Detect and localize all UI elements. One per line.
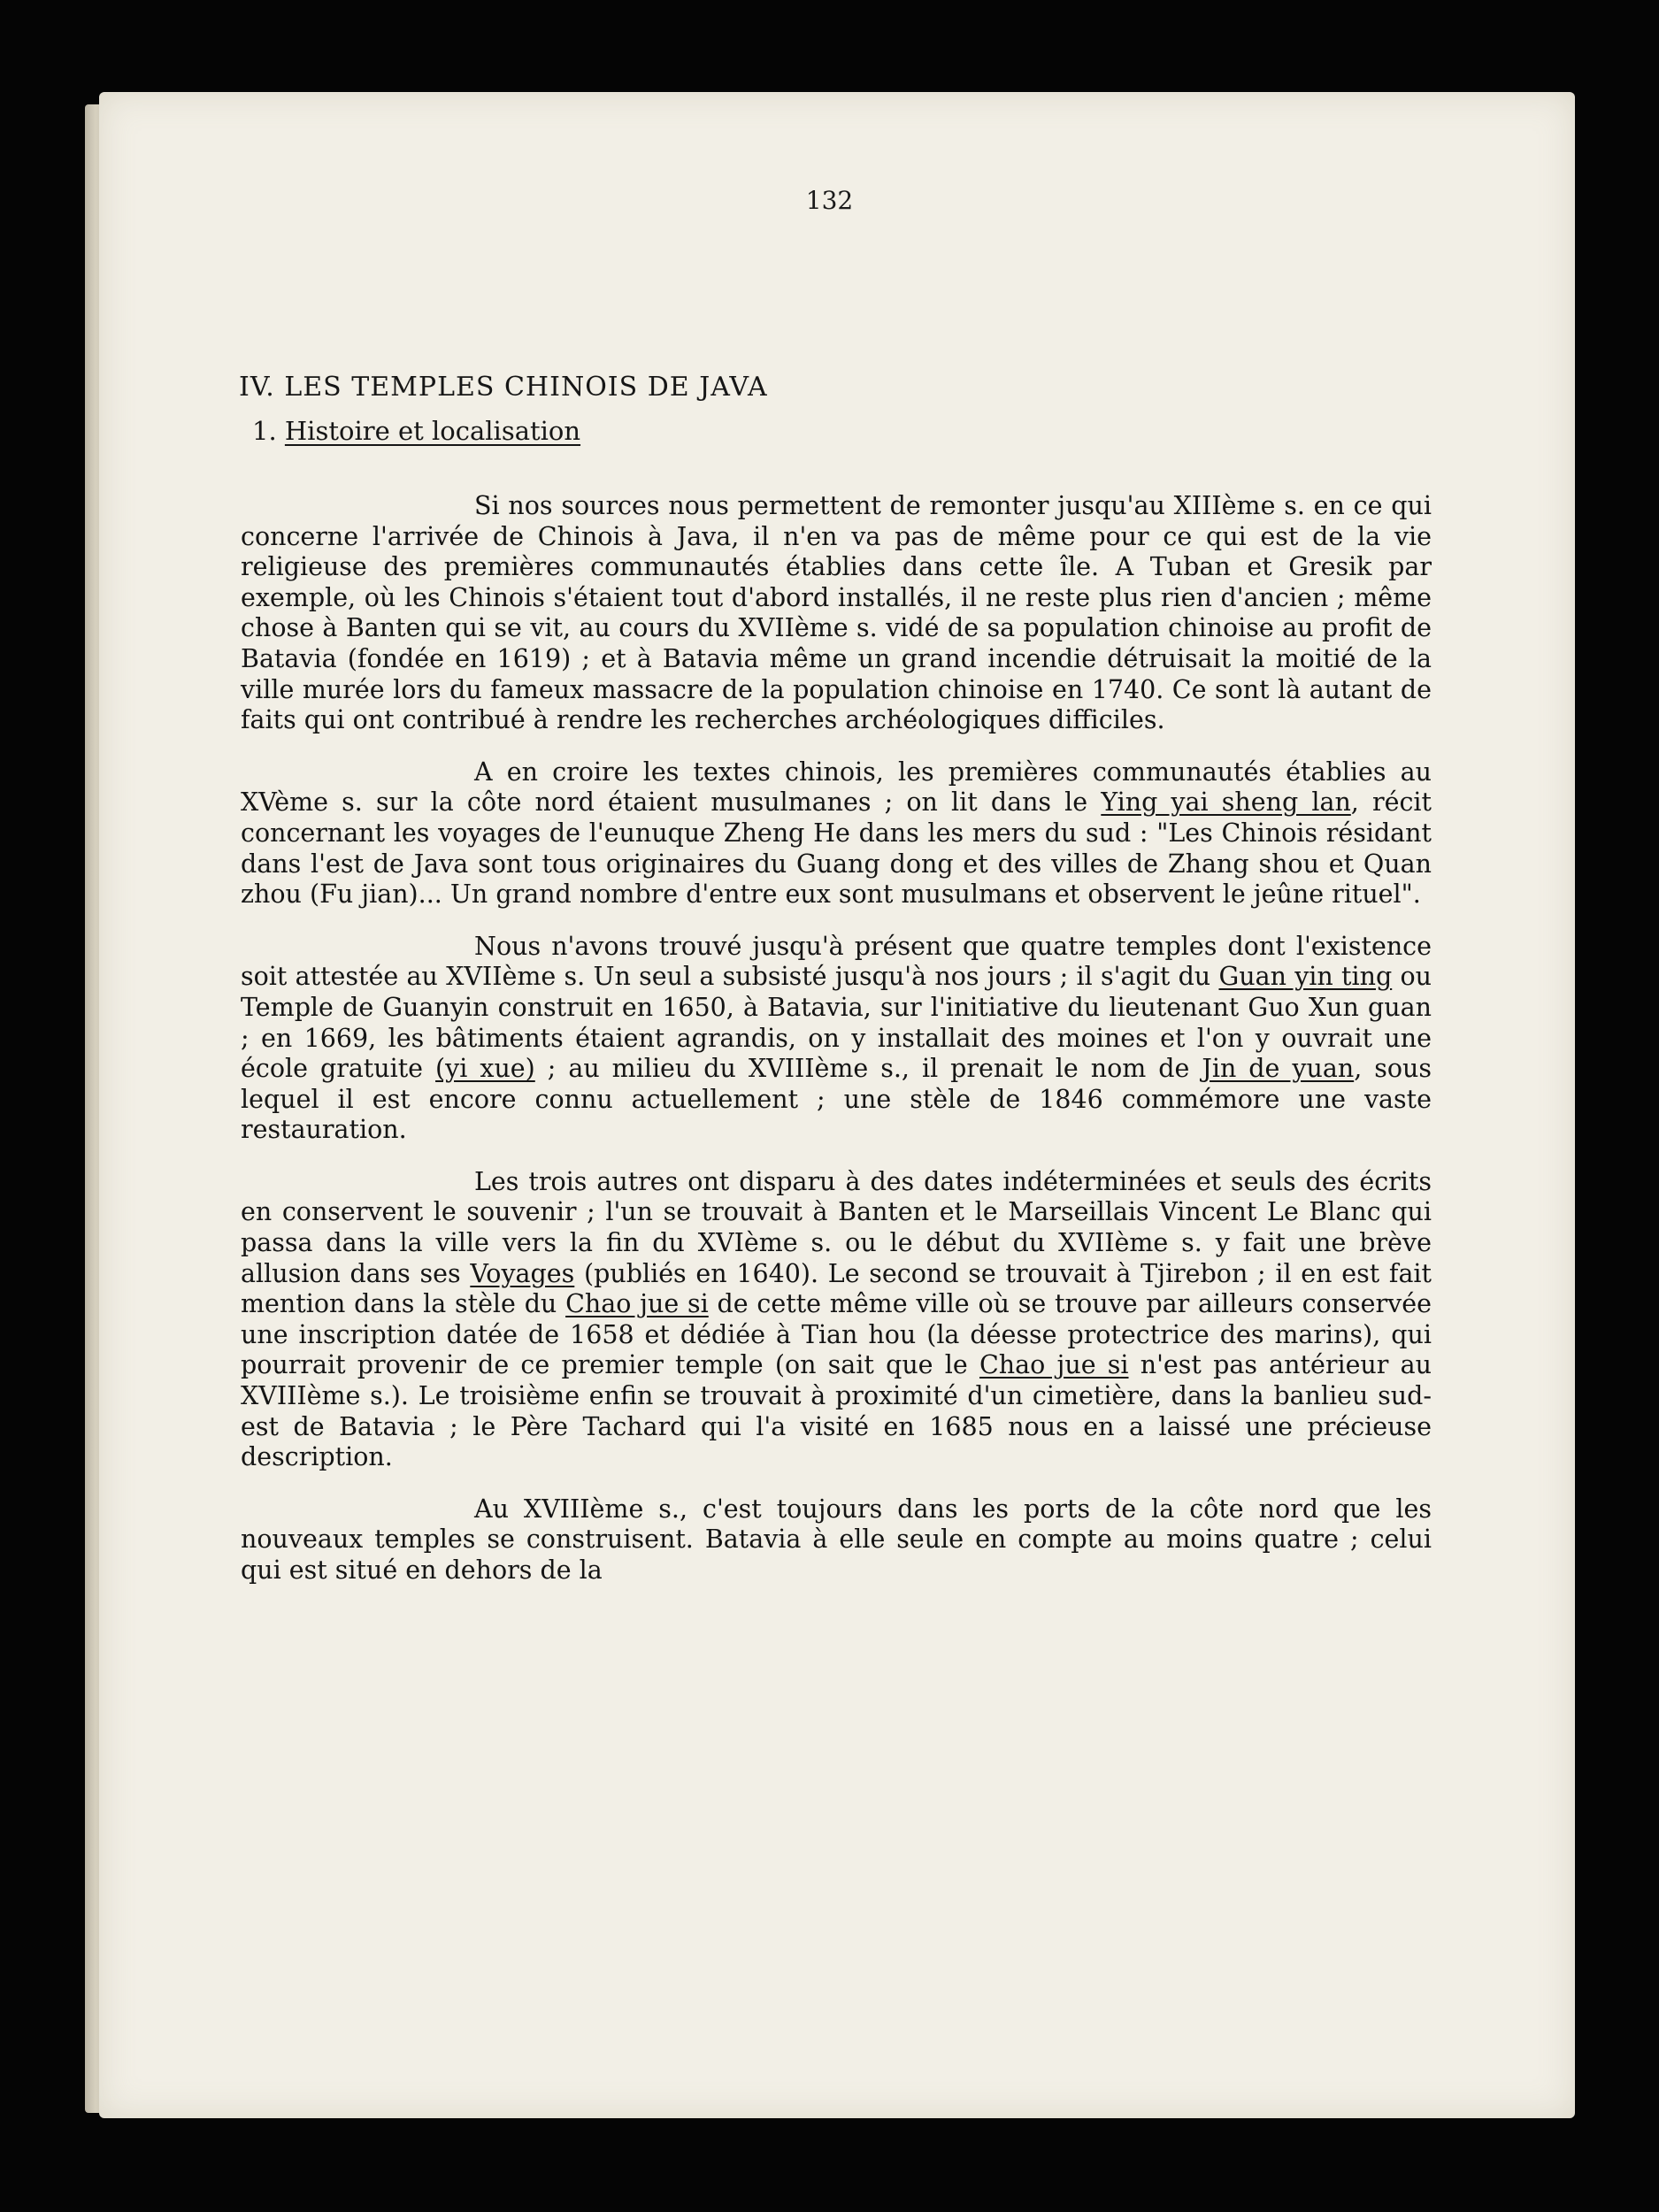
page-number: 132 xyxy=(805,186,854,215)
underlined-title: Voyages xyxy=(470,1258,575,1288)
underlined-title: Chao jue si xyxy=(565,1289,709,1319)
underlined-title: Jin de yuan xyxy=(1202,1054,1355,1084)
text-run: de cette même ville où se trouve par ailleurs conservée une inscription datée de 1658 et dédiée à Tian hou (la déesse protectrice des marins), qui pourrait provenir de ce premier temple (on sait que le xyxy=(241,1289,1432,1380)
text-run: , sous lequel il est encore connu actuellement ; une stèle de 1846 commémore une vaste restauration. xyxy=(241,1054,1432,1145)
body-text xyxy=(241,491,1432,1586)
underlined-title: Chao jue si xyxy=(979,1350,1129,1380)
paragraph xyxy=(241,757,1432,910)
paragraph xyxy=(241,491,1432,736)
text-run: , récit concernant les voyages de l'eunuque Zheng He dans les mers du sud : "Les Chinois résidant dans l'est de Java sont tous originaires du Guang dong et des villes de Zhang shou et Quan zhou (Fu jian)... Un grand nombre d'entre eux sont musulmans et observent le jeûne rituel". xyxy=(241,787,1432,910)
text-run: ou Temple de Guanyin construit en 1650, à Batavia, sur l'initiative du lieutenant Guo Xun guan ; en 1669, les bâtiments étaient agrandis, on y installait des moines et l'on y ouvrait une école gratuite xyxy=(241,962,1432,1084)
text-run: A en croire les textes chinois, les premières communautés établies au XVème s. sur la côte nord étaient musulmanes ; on lit dans le xyxy=(241,757,1432,818)
text-run: Nous n'avons trouvé jusqu'à présent que quatre temples dont l'existence soit attestée au XVIIème s. Un seul a subsisté jusqu'à nos jours ; il s'agit du xyxy=(241,931,1432,992)
text-run: Au XVIIIème s., c'est toujours dans les ports de la côte nord que les nouveaux temples se construisent. Batavia à elle seule en compte au moins quatre ; celui qui est situé en dehors de la xyxy=(241,1494,1432,1585)
text-run: Les trois autres ont disparu à des dates indéterminées et seuls des écrits en conservent le souvenir ; l'un se trouvait à Banten et le Marseillais Vincent Le Blanc qui passa dans la ville vers la fin du XVIème s. ou le début du XVIIème s. y fait une brève allusion dans ses xyxy=(241,1166,1432,1288)
paragraph xyxy=(241,932,1432,1146)
section-heading: IV. LES TEMPLES CHINOIS DE JAVA xyxy=(239,372,768,403)
text-run: (publiés en 1640). Le second se trouvait à Tjirebon ; il en est fait mention dans la stèle du xyxy=(241,1258,1432,1319)
paragraph xyxy=(241,1494,1432,1586)
subsection-title: Histoire et localisation xyxy=(284,416,581,446)
paragraph xyxy=(241,1167,1432,1473)
text-run: n'est pas antérieur au XVIIIème s.). Le troisième enfin se trouvait à proximité d'un cimetière, dans la banlieu sud-est de Batavia ; le Père Tachard qui l'a visité en 1685 nous en a laissé une précieuse description. xyxy=(241,1350,1432,1472)
underlined-title: Ying yai sheng lan xyxy=(1101,787,1351,818)
underlined-title: (yi xue) xyxy=(435,1054,535,1084)
subsection-number: 1. xyxy=(252,416,277,446)
text-run: Si nos sources nous permettent de remonter jusqu'au XIIIème s. en ce qui concerne l'arrivée de Chinois à Java, il n'en va pas de même pour ce qui est de la vie religieuse des premières communautés établies dans cette île. A Tuban et Gresik par exemple, où les Chinois s'étaient tout d'abord installés, il ne reste plus rien d'ancien ; même chose à Banten qui se vit, au cours du XVIIème s. vidé de sa population chinoise au profit de Batavia (fondée en 1619) ; et à Batavia même un grand incendie détruisait la moitié de la ville murée lors du fameux massacre de la population chinoise en 1740. Ce sont là autant de faits qui ont contribué à rendre les recherches archéologiques difficiles. xyxy=(241,491,1432,735)
text-run: ; au milieu du XVIIIème s., il prenait le nom de xyxy=(534,1054,1202,1084)
subsection-heading xyxy=(252,416,580,446)
underlined-title: Guan yin ting xyxy=(1218,962,1393,992)
